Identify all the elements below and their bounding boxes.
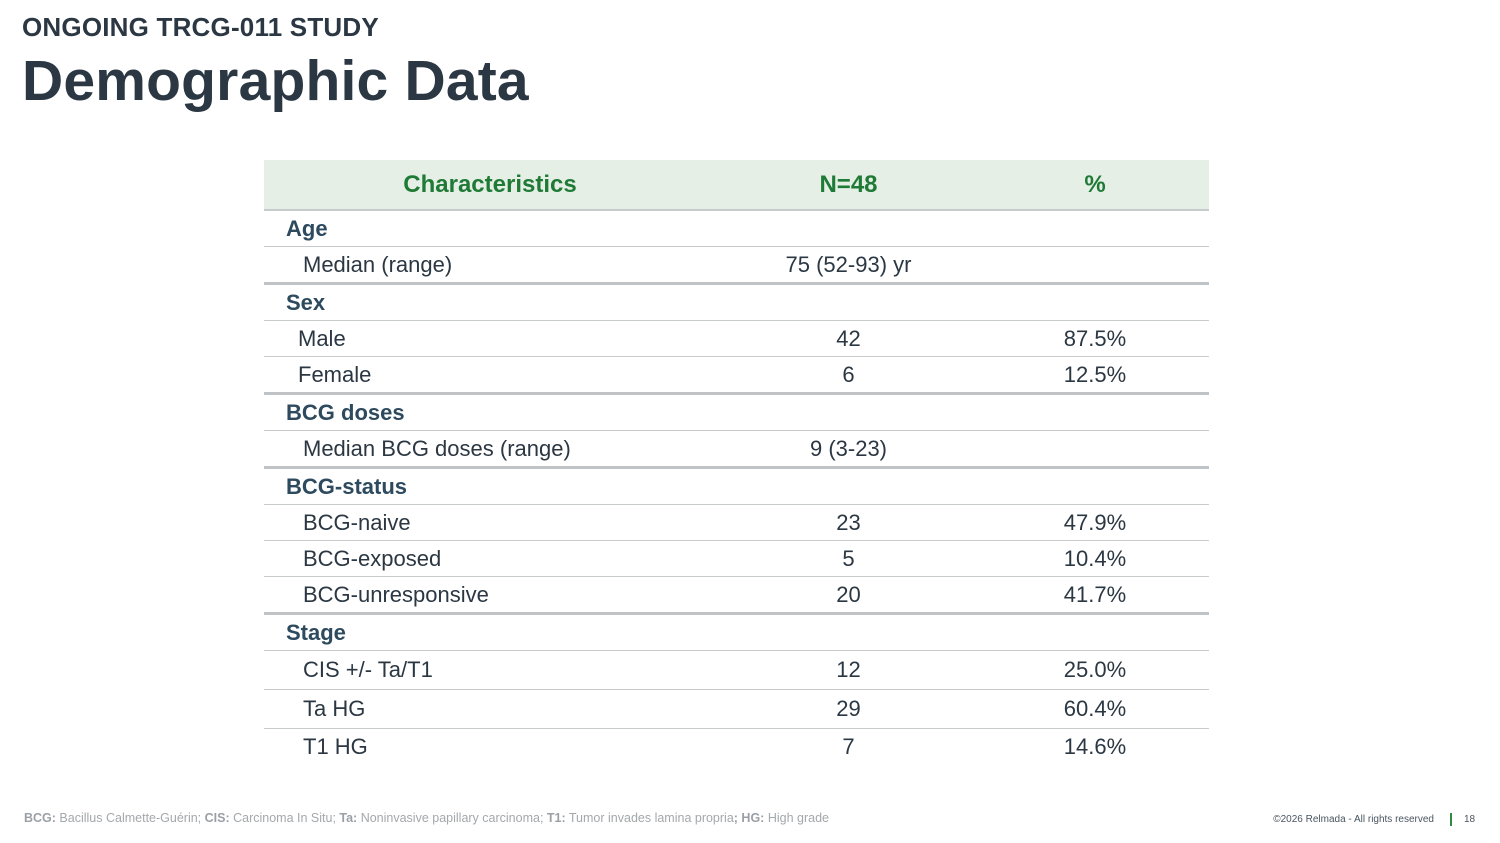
- row-label: Ta HG: [264, 690, 716, 729]
- page-number: 18: [1464, 814, 1476, 825]
- group-label: Sex: [264, 284, 1209, 321]
- abbreviations-footnote: [24, 811, 829, 825]
- footnote-text: Noninvasive papillary carcinoma;: [357, 811, 547, 825]
- row-label: BCG-exposed: [264, 541, 716, 577]
- table-row: [264, 729, 1209, 765]
- group-row-bcg-doses: [264, 394, 1209, 431]
- slide-title: Demographic Data: [22, 49, 529, 113]
- row-percent: 12.5%: [981, 357, 1209, 394]
- row-n: 7: [842, 733, 855, 759]
- column-header-n: N=48: [716, 160, 981, 210]
- footnote-abbr: Ta:: [339, 811, 358, 825]
- row-n: 9 (3-23): [716, 431, 981, 468]
- row-label: CIS +/- Ta/T1: [264, 651, 716, 690]
- footnote-text: Tumor invades lamina propria: [565, 811, 734, 825]
- group-row-sex: [264, 284, 1209, 321]
- table-row: [264, 431, 1209, 468]
- column-header-characteristics: Characteristics: [264, 160, 716, 210]
- footnote-text: High grade: [764, 811, 829, 825]
- row-n: 23: [716, 505, 981, 541]
- footnote-abbr: BCG:: [24, 811, 56, 825]
- row-n: 20: [716, 577, 981, 614]
- group-row-bcg-status: [264, 468, 1209, 505]
- row-percent: 87.5%: [981, 321, 1209, 357]
- footer-divider: [1450, 813, 1452, 826]
- slide-subtitle: ONGOING TRCG-011 STUDY: [22, 12, 379, 42]
- row-percent: [981, 247, 1209, 284]
- table-row: [264, 577, 1209, 614]
- row-n: 12: [716, 651, 981, 690]
- table-row: [264, 651, 1209, 690]
- row-label: Median BCG doses (range): [264, 431, 716, 468]
- row-percent: 14.6%: [1063, 733, 1127, 759]
- row-label: Female: [264, 357, 716, 394]
- row-label: BCG-naive: [264, 505, 716, 541]
- group-label: Age: [264, 210, 1209, 247]
- row-percent: 47.9%: [981, 505, 1209, 541]
- demographics-table: [264, 160, 1209, 764]
- group-row-stage: [264, 614, 1209, 651]
- column-header-percent: %: [981, 160, 1209, 210]
- table-row: [264, 357, 1209, 394]
- table-row: [264, 247, 1209, 284]
- table-row: [264, 505, 1209, 541]
- row-label: T1 HG: [303, 733, 368, 759]
- row-n: 5: [716, 541, 981, 577]
- row-n: 42: [716, 321, 981, 357]
- row-percent: [981, 431, 1209, 468]
- table-row: [264, 690, 1209, 729]
- row-percent: 41.7%: [981, 577, 1209, 614]
- group-row-age: [264, 210, 1209, 247]
- group-label: BCG-status: [264, 468, 1209, 505]
- row-n: 29: [716, 690, 981, 729]
- footnote-text: Bacillus Calmette-Guérin;: [55, 811, 205, 825]
- footnote-abbr: T1:: [546, 811, 566, 825]
- footnote-abbr: ; HG:: [733, 811, 765, 825]
- row-label: BCG-unresponsive: [264, 577, 716, 614]
- copyright-notice: ©2026 Relmada - All rights reserved: [1273, 814, 1434, 825]
- table-row: [264, 541, 1209, 577]
- row-label: Median (range): [264, 247, 716, 284]
- row-percent: 25.0%: [981, 651, 1209, 690]
- footnote-text: Carcinoma In Situ;: [229, 811, 340, 825]
- footnote-abbr: CIS:: [204, 811, 230, 825]
- row-label: Male: [264, 321, 716, 357]
- row-percent: 60.4%: [981, 690, 1209, 729]
- row-n: 75 (52-93) yr: [716, 247, 981, 284]
- group-label: Stage: [264, 614, 1209, 651]
- table-row: [264, 321, 1209, 357]
- row-n: 6: [716, 357, 981, 394]
- row-percent: 10.4%: [981, 541, 1209, 577]
- table-header-row: [264, 160, 1209, 210]
- group-label: BCG doses: [264, 394, 1209, 431]
